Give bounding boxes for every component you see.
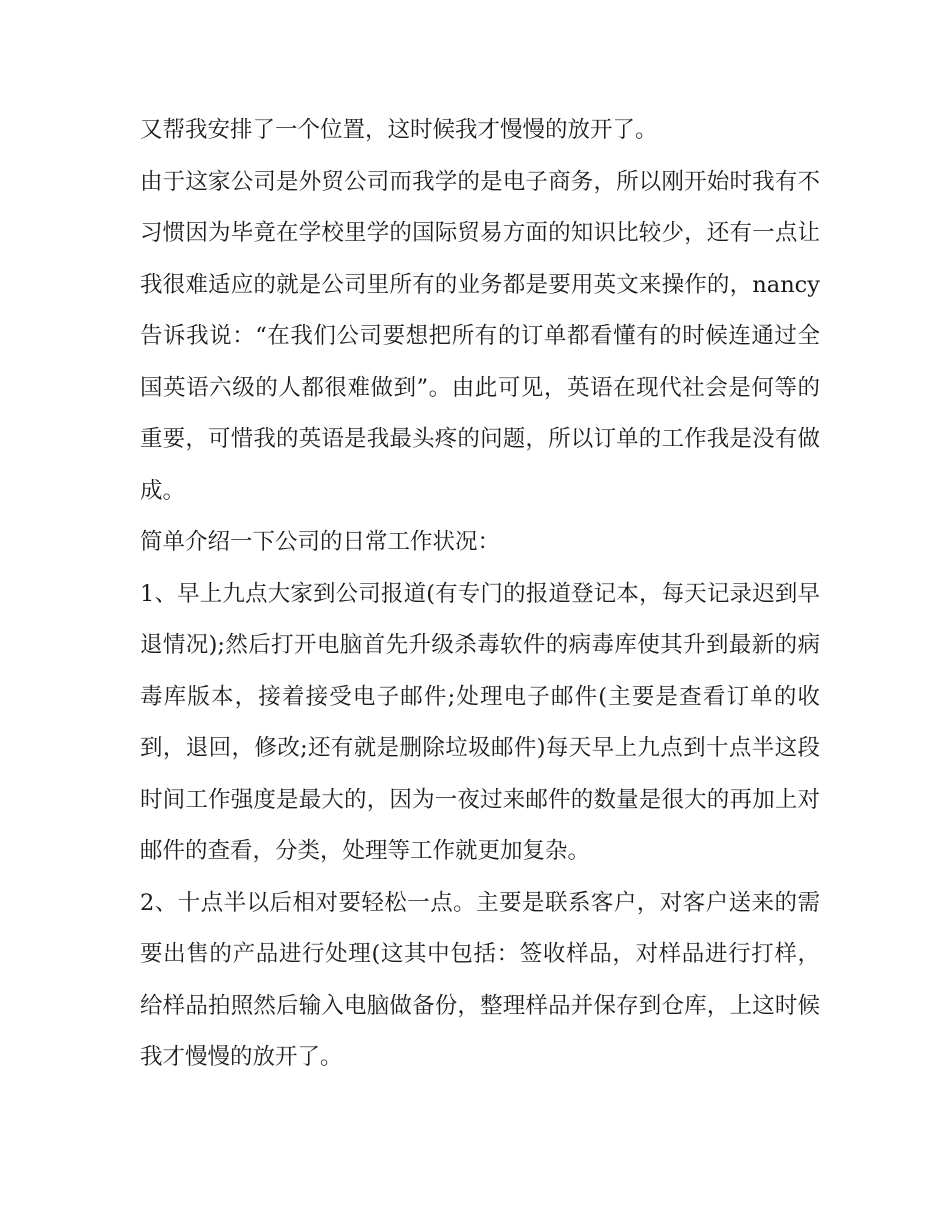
document-body (140, 105, 820, 1084)
paragraph-3: 简单介绍一下公司的日常工作状况： (140, 529, 501, 555)
paragraph-5: 2、十点半以后相对要轻松一点。主要是联系客户，对客户送来的需要出售的产品进行处理(这其中包括：签收样品，对样品进行打样，给样品拍照然后输入电脑做备份，整理样品并保存到仓库，上这时候我才慢慢的放开了。 (140, 889, 820, 1070)
paragraph-1: 又帮我安排了一个位置，这时候我才慢慢的放开了。 (140, 117, 658, 143)
paragraph-2: 由于这家公司是外贸公司而我学的是电子商务，所以刚开始时我有不习惯因为毕竟在学校里学的国际贸易方面的知识比较少，还有一点让我很难适应的就是公司里所有的业务都是要用英文来操作的，nancy 告诉我说：“在我们公司要想把所有的订单都看懂有的时候连通过全国英语六级的人都很难做到”。由此可见，英语在现代社会是何等的重要，可惜我的英语是我最头疼的问题，所以订单的工作我是没有做成。 (140, 168, 820, 504)
paragraph-4: 1、早上九点大家到公司报道(有专门的报道登记本，每天记录迟到早退情况);然后打开电脑首先升级杀毒软件的病毒库使其升到最新的病毒库版本，接着接受电子邮件;处理电子邮件(主要是查看订单的收到，退回，修改;还有就是删除垃圾邮件)每天早上九点到十点半这段时间工作强度是最大的，因为一夜过来邮件的数量是很大的再加上对邮件的查看，分类，处理等工作就更加复杂。 (140, 580, 820, 864)
